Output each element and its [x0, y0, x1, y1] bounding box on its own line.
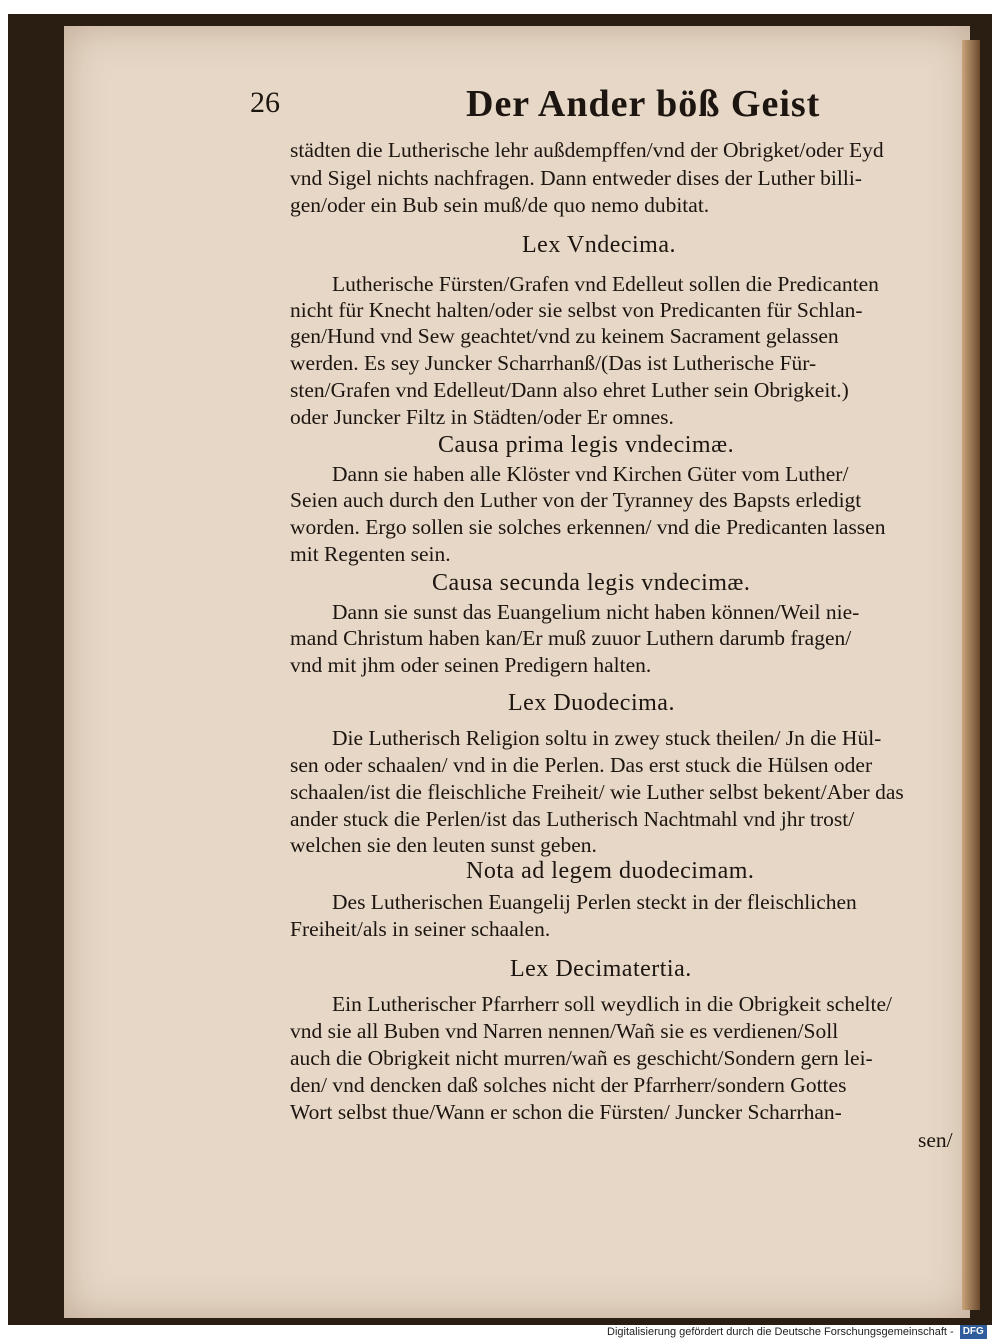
body-line: worden. Ergo sollen sie solches erkennen/ vnd die Predicanten lassen [290, 515, 886, 539]
body-line: Lutherische Fürsten/Grafen vnd Edelleut sollen die Predicanten [332, 272, 879, 296]
section-heading: Nota ad legem duodecimam. [466, 858, 755, 884]
body-line: gen/Hund vnd Sew geachtet/vnd zu keinem Sacrament gelassen [290, 324, 839, 348]
dfg-logo-icon: DFG [960, 1325, 987, 1339]
body-line: schaalen/ist die fleischliche Freiheit/ wie Luther selbst bekent/Aber das [290, 780, 904, 804]
body-line: auch die Obrigkeit nicht murren/wañ es geschicht/Sondern gern lei- [290, 1046, 873, 1070]
body-line: mit Regenten sein. [290, 542, 451, 566]
footer [607, 1322, 1000, 1341]
catchword: sen/ [918, 1128, 953, 1152]
section-heading: Lex Decimatertia. [510, 956, 692, 982]
body-line: gen/oder ein Bub sein muß/de quo nemo dubitat. [290, 193, 710, 217]
body-line: vnd mit jhm oder seinen Predigern halten. [290, 653, 652, 677]
running-title: Der Ander böß Geist [466, 83, 821, 125]
body-line: nicht für Knecht halten/oder sie selbst von Predicanten für Schlan- [290, 298, 863, 322]
body-line: oder Juncker Filtz in Städten/oder Er omnes. [290, 405, 674, 429]
body-line: welchen sie den leuten sunst geben. [290, 833, 597, 857]
body-line: Seien auch durch den Luther von der Tyranney des Bapsts erledigt [290, 488, 862, 512]
body-line: Des Lutherischen Euangelij Perlen steckt in der fleischlichen [332, 890, 857, 914]
body-line: mand Christum haben kan/Er muß zuuor Luthern darumb fragen/ [290, 626, 852, 650]
body-line: sen oder schaalen/ vnd in die Perlen. Das erst stuck die Hülsen oder [290, 753, 873, 777]
body-line: Wort selbst thue/Wann er schon die Fürsten/ Juncker Scharrhan- [290, 1100, 842, 1124]
footer-credit: Digitalisierung gefördert durch die Deutsche Forschungsgemeinschaft - [607, 1325, 954, 1338]
page-number: 26 [250, 86, 280, 119]
body-line: städten die Lutherische lehr außdempffen/vnd der Obrigket/oder Eyd [290, 138, 884, 162]
body-line: Die Lutherisch Religion soltu in zwey stuck theilen/ Jn die Hül- [332, 726, 882, 750]
body-line: Ein Lutherischer Pfarrherr soll weydlich in die Obrigkeit schelte/ [332, 992, 893, 1016]
body-line: werden. Es sey Juncker Scharrhanß/(Das ist Lutherische Für- [290, 351, 817, 375]
section-heading: Lex Duodecima. [508, 690, 675, 716]
body-line: vnd Sigel nichts nachfragen. Dann entweder dises der Luther billi- [290, 166, 862, 190]
body-line: sten/Grafen vnd Edelleut/Dann also ehret Luther sein Obrigkeit.) [290, 378, 849, 402]
body-line: den/ vnd dencken daß solches nicht der Pfarrherr/sondern Gottes [290, 1073, 847, 1097]
section-heading: Causa prima legis vndecimæ. [438, 432, 735, 458]
body-line: Dann sie haben alle Klöster vnd Kirchen Güter vom Luther/ [332, 462, 849, 486]
body-line: vnd sie all Buben vnd Narren nennen/Wañ sie es verdienen/Soll [290, 1019, 839, 1043]
section-heading: Lex Vndecima. [522, 232, 677, 258]
page-gutter [962, 40, 980, 1310]
body-line: ander stuck die Perlen/ist das Lutherisch Nachtmahl vnd jhr trost/ [290, 807, 855, 831]
body-line: Dann sie sunst das Euangelium nicht haben können/Weil nie- [332, 600, 860, 624]
section-heading: Causa secunda legis vndecimæ. [432, 570, 751, 596]
body-line: Freiheit/als in seiner schaalen. [290, 917, 551, 941]
